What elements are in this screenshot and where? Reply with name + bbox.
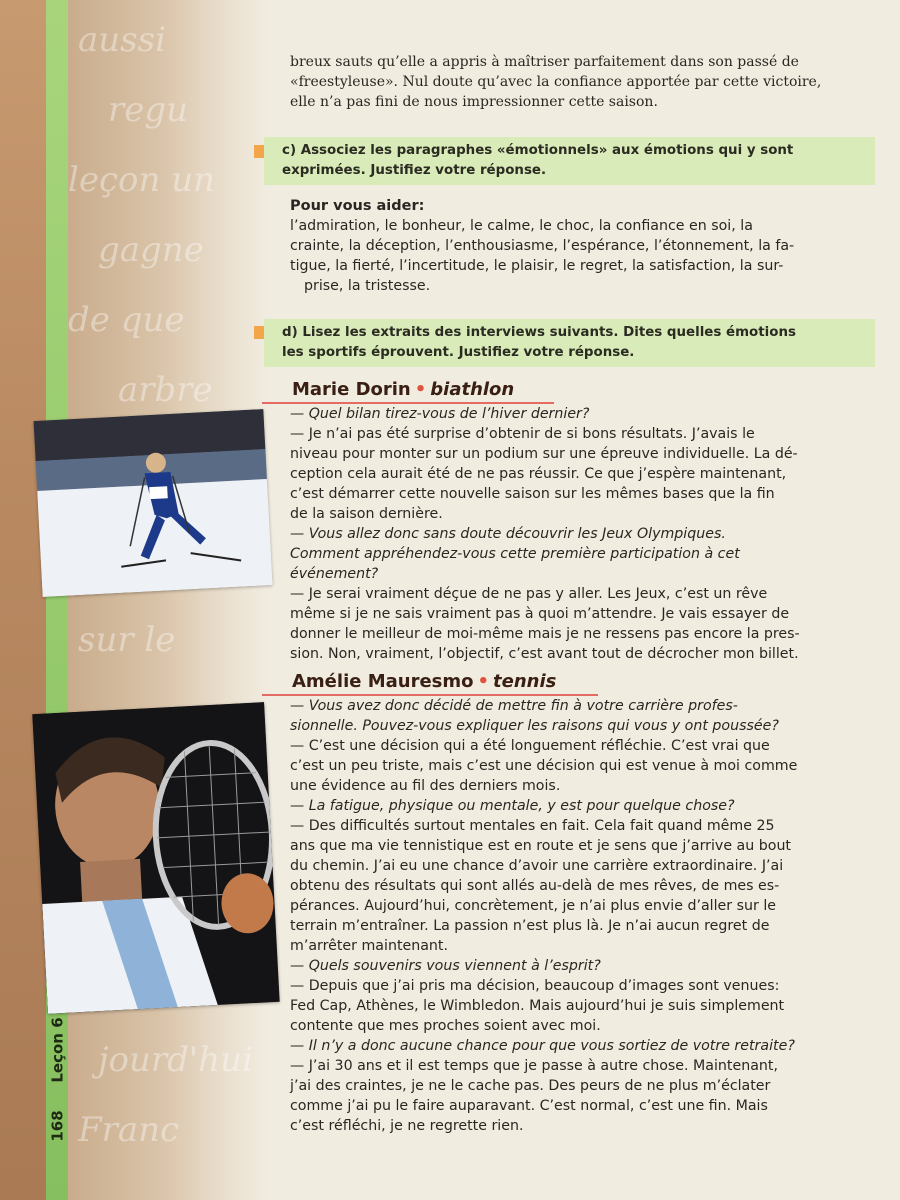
help-section xyxy=(290,196,875,296)
interview-body-dorin xyxy=(290,404,875,664)
interview-question-line: — Il n’y a donc aucune chance pour que vous sortiez de votre retraite? xyxy=(290,1038,795,1054)
text-line: «freestyleuse». Nul doute qu’avec la confiance apportée par cette victoire, xyxy=(290,74,822,90)
interview-answer-line: j’ai des craintes, je ne le cache pas. Des peurs de ne plus m’éclater xyxy=(290,1078,771,1094)
page-number: 168 xyxy=(49,1110,67,1142)
interview-answer-line: — Des difficultés surtout mentales en fait. Cela fait quand même 25 xyxy=(290,818,775,834)
interview-answer-line: Fed Cap, Athènes, le Wimbledon. Mais aujourd’hui je suis simplement xyxy=(290,998,785,1014)
photo-biathlete xyxy=(34,409,273,597)
text-line: les sportifs éprouvent. Justifiez votre réponse. xyxy=(282,345,635,360)
task-c-instruction xyxy=(264,137,875,185)
interview-answer-line: contente que mes proches soient avec moi. xyxy=(290,1018,601,1034)
interview-question-line: — Vous avez donc décidé de mettre fin à votre carrière profes- xyxy=(290,698,738,714)
interview-answer-line: — Je serai vraiment déçue de ne pas y aller. Les Jeux, c’est un rêve xyxy=(290,586,768,602)
interview-question-line: — Quel bilan tirez-vous de l’hiver dernier? xyxy=(290,406,590,422)
photo-tennis-player xyxy=(32,702,279,1014)
interview-heading-dorin xyxy=(292,379,514,400)
interview-answer-line: — J’ai 30 ans et il est temps que je passe à autre chose. Maintenant, xyxy=(290,1058,778,1074)
text-line: c) Associez les paragraphes «émotionnels» aux émotions qui y sont xyxy=(282,143,794,158)
interview-question-line: événement? xyxy=(290,566,379,582)
interview-answer-line: niveau pour monter sur un podium sur une épreuve individuelle. La dé- xyxy=(290,446,798,462)
text-line: breux sauts qu’elle a appris à maîtriser parfaitement dans son passé de xyxy=(290,54,799,70)
decorative-text-texture: aussi regu leçon un gagne de que arbre sur le jourd'hui Franc xyxy=(68,0,268,1200)
help-title: Pour vous aider: xyxy=(290,198,425,214)
text-line: l’admiration, le bonheur, le calme, le choc, la confiance en soi, la xyxy=(290,218,753,234)
interview-question-line: — Quels souvenirs vous viennent à l’esprit? xyxy=(290,958,601,974)
text-line: crainte, la déception, l’enthousiasme, l’espérance, l’étonnement, la fa- xyxy=(290,238,795,254)
interview-answer-line: ception cela aurait été de ne pas réussir. Ce que j’espère maintenant, xyxy=(290,466,787,482)
lesson-label: Leçon 6 xyxy=(49,1017,67,1083)
interview-body-mauresmo xyxy=(290,696,875,1136)
interview-answer-line: — Depuis que j’ai pris ma décision, beaucoup d’images sont venues: xyxy=(290,978,780,994)
interview-answer-line: c’est réfléchi, je ne regrette rien. xyxy=(290,1118,524,1134)
text-line: exprimées. Justifiez votre réponse. xyxy=(282,163,547,178)
athlete-name: Amélie Mauresmo xyxy=(292,671,474,692)
text-line: prise, la tristesse. xyxy=(304,278,431,294)
interview-answer-line: m’arrêter maintenant. xyxy=(290,938,448,954)
interview-answer-line: sion. Non, vraiment, l’objectif, c’est avant tout de décrocher mon billet. xyxy=(290,646,799,662)
interview-heading-mauresmo xyxy=(292,671,556,692)
text-line: elle n’a pas fini de nous impressionner cette saison. xyxy=(290,94,658,110)
interview-answer-line: donner le meilleur de moi-même mais je ne ressens pas encore la pres- xyxy=(290,626,800,642)
athlete-name: Marie Dorin xyxy=(292,379,411,400)
interview-answer-line: — C’est une décision qui a été longuement réfléchie. C’est vrai que xyxy=(290,738,770,754)
interview-question-line: sionnelle. Pouvez-vous expliquer les raisons qui vous y ont poussée? xyxy=(290,718,779,734)
intro-paragraph xyxy=(290,52,875,112)
interview-answer-line: c’est démarrer cette nouvelle saison sur les mêmes bases que la fin xyxy=(290,486,775,502)
interview-answer-line: ans que ma vie tennistique est en route et je sens que j’arrive au bout xyxy=(290,838,791,854)
sport-name: tennis xyxy=(493,671,557,692)
text-line: d) Lisez les extraits des interviews suivants. Dites quelles émotions xyxy=(282,325,796,340)
interview-answer-line: c’est un peu triste, mais c’est une décision qui est venue à moi comme xyxy=(290,758,798,774)
interview-answer-line: de la saison dernière. xyxy=(290,506,443,522)
text-line: tigue, la fierté, l’incertitude, le plaisir, le regret, la satisfaction, la sur- xyxy=(290,258,784,274)
bullet-dot: • xyxy=(477,671,490,692)
interview-answer-line: une évidence au fil des derniers mois. xyxy=(290,778,561,794)
interview-answer-line: du chemin. J’ai eu une chance d’avoir une carrière extraordinaire. J’ai xyxy=(290,858,784,874)
left-margin-band xyxy=(0,0,46,1200)
interview-answer-line: obtenu des résultats qui sont allés au-delà de mes rêves, de mes es- xyxy=(290,878,780,894)
interview-question-line: Comment appréhendez-vous cette première participation à cet xyxy=(290,546,740,562)
interview-question-line: — Vous allez donc sans doute découvrir les Jeux Olympiques. xyxy=(290,526,726,542)
interview-answer-line: même si je ne sais vraiment pas à quoi m’attendre. Je vais essayer de xyxy=(290,606,790,622)
sport-name: biathlon xyxy=(430,379,515,400)
interview-answer-line: pérances. Aujourd’hui, concrètement, je n’ai plus envie d’aller sur le xyxy=(290,898,777,914)
interview-answer-line: comme j’ai pu le faire auparavant. C’est normal, c’est une fin. Mais xyxy=(290,1098,768,1114)
bullet-dot: • xyxy=(414,379,427,400)
task-d-instruction xyxy=(264,319,875,367)
interview-answer-line: terrain m’entraîner. La passion n’est plus là. Je n’ai aucun regret de xyxy=(290,918,770,934)
interview-question-line: — La fatigue, physique ou mentale, y est pour quelque chose? xyxy=(290,798,735,814)
interview-answer-line: — Je n’ai pas été surprise d’obtenir de si bons résultats. J’avais le xyxy=(290,426,755,442)
